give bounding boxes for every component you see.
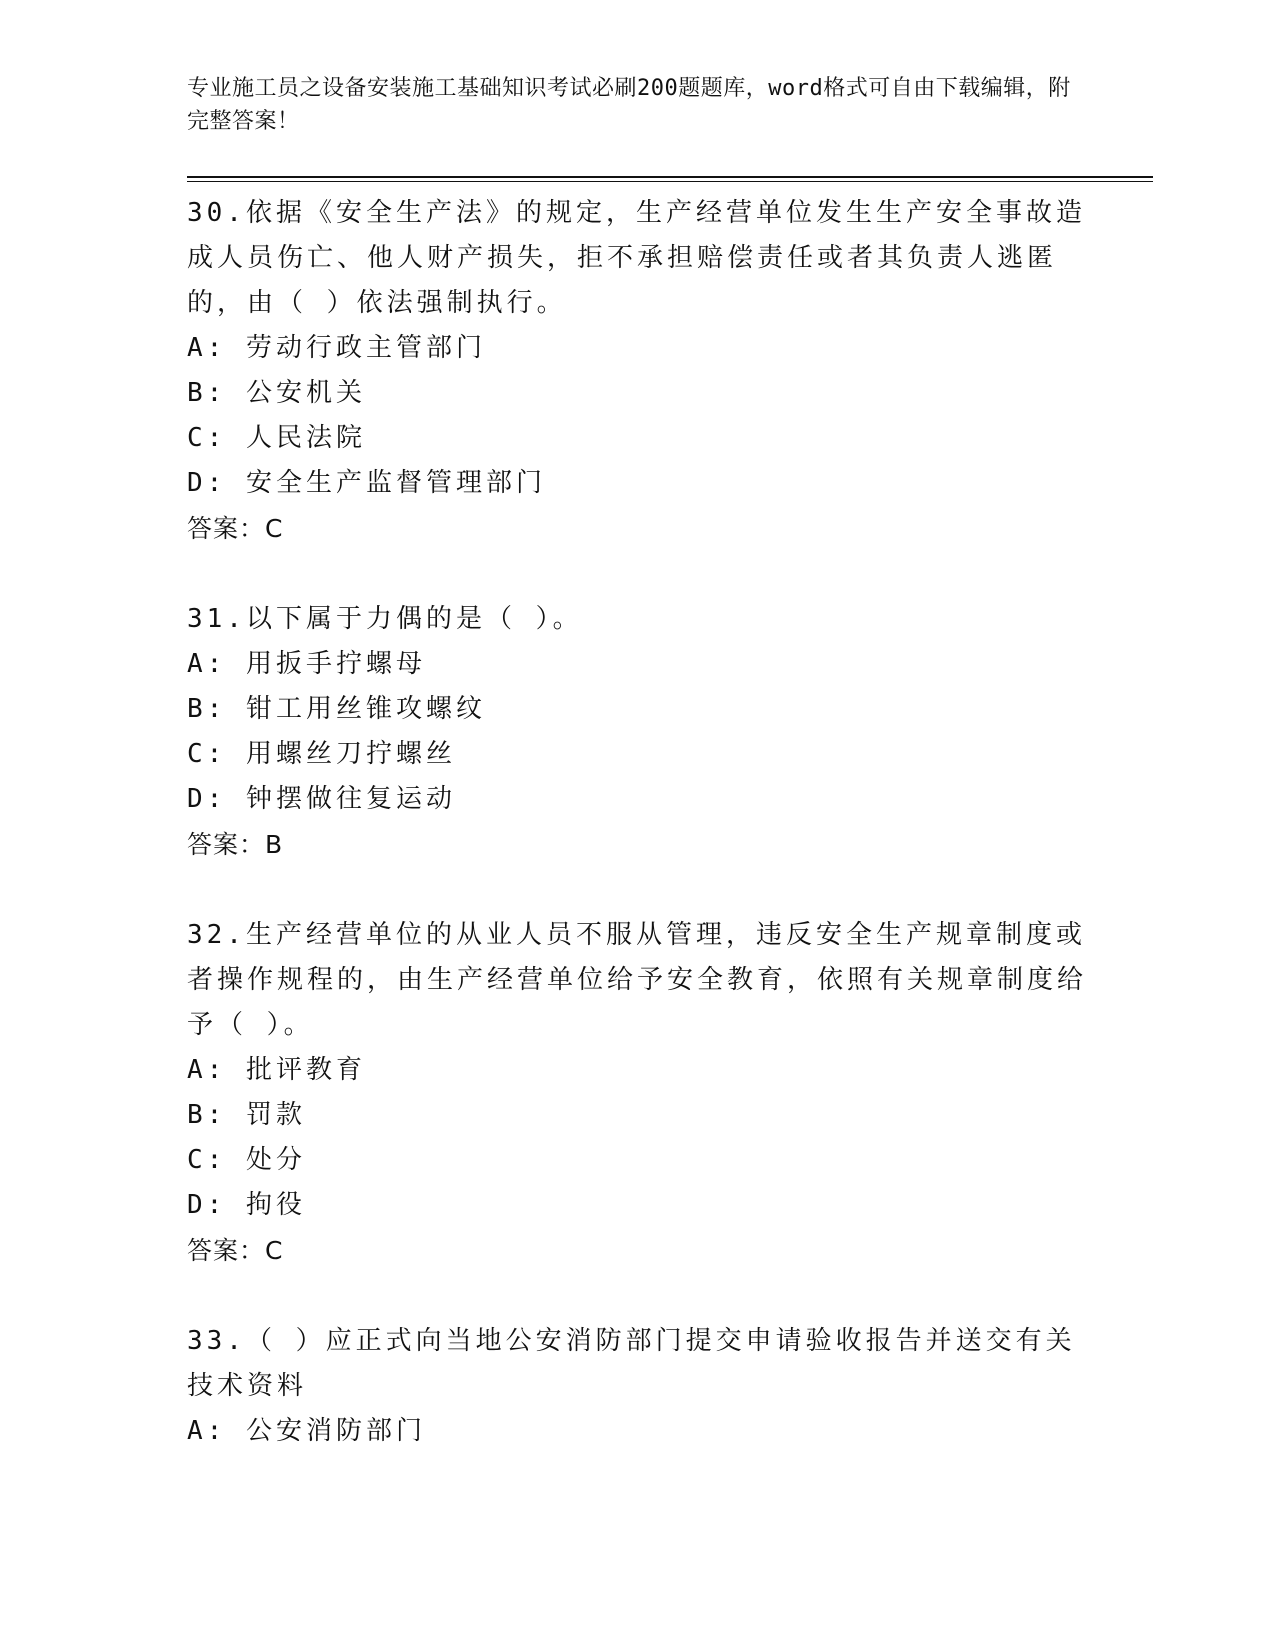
option-a: A: 用扳手拧螺母 <box>187 649 426 679</box>
option-d: D: 安全生产监督管理部门 <box>187 468 546 498</box>
option-a: A: 劳动行政主管部门 <box>187 333 486 363</box>
option-b: B: 钳工用丝锥攻螺纹 <box>187 694 486 724</box>
option-b: B: 罚款 <box>187 1100 306 1130</box>
question-stem: 33.（ ）应正式向当地公安消防部门提交申请验收报告并送交有关技术资料 <box>187 1326 1076 1401</box>
option-a: A: 公安消防部门 <box>187 1416 426 1446</box>
answer: 答案：C <box>187 514 284 543</box>
option-d: D: 拘役 <box>187 1190 306 1220</box>
option-d: D: 钟摆做往复运动 <box>187 784 456 814</box>
question-31 <box>187 597 1087 867</box>
question-stem: 31.以下属于力偶的是（ ）。 <box>187 604 583 634</box>
option-a: A: 批评教育 <box>187 1055 366 1085</box>
question-stem: 30.依据《安全生产法》的规定，生产经营单位发生生产安全事故造成人员伤亡、他人财产损失，拒不承担赔偿责任或者其负责人逃匿的，由（ ）依法强制执行。 <box>187 198 1086 318</box>
option-c: C: 处分 <box>187 1145 306 1175</box>
option-c: C: 用螺丝刀拧螺丝 <box>187 739 456 769</box>
answer: 答案：B <box>187 830 284 859</box>
question-32 <box>187 913 1087 1273</box>
header-rule-thick <box>187 176 1153 178</box>
question-list <box>187 191 1087 1500</box>
question-33 <box>187 1319 1087 1454</box>
option-b: B: 公安机关 <box>187 378 366 408</box>
header-rule-thin <box>187 181 1153 182</box>
document-header: 专业施工员之设备安装施工基础知识考试必刷200题题库，word格式可自由下载编辑，附完整答案！ <box>187 76 1071 134</box>
option-c: C: 人民法院 <box>187 423 366 453</box>
question-stem: 32.生产经营单位的从业人员不服从管理，违反安全生产规章制度或者操作规程的，由生产经营单位给予安全教育，依照有关规章制度给予（ ）。 <box>187 920 1088 1040</box>
question-30 <box>187 191 1087 551</box>
answer: 答案：C <box>187 1236 284 1265</box>
